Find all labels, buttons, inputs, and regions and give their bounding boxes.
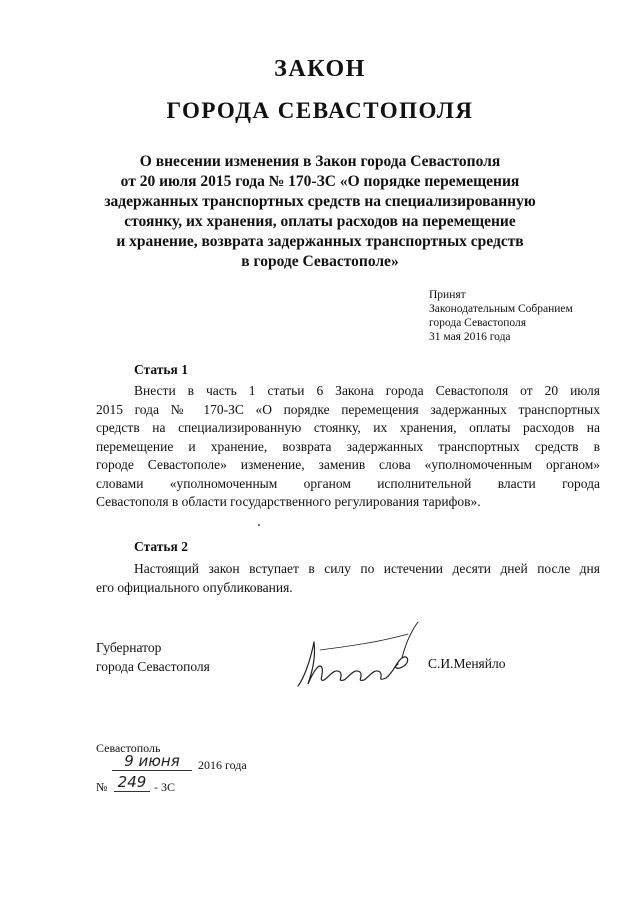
handwritten-number: 249 [114,773,150,792]
subtitle-line: в городе Севастополе» [241,253,399,270]
subtitle-line: и хранение, возврата задержанных транспортных средств [116,233,524,250]
date-year: 2016 года [198,758,247,772]
document-type-title: ЗАКОН [274,56,366,82]
handwritten-date: 9 июня [112,752,192,771]
law-subtitle [95,152,545,272]
article-1-heading: Статья 1 [134,362,188,377]
subtitle-line: О внесении изменения в Закон города Севастополя [139,153,501,170]
number-suffix: - 3С [154,780,175,794]
adoption-line: Принят [429,289,466,301]
article-1-line: городе Севастополе» изменение, заменив слова «уполномоченным органом» [96,457,600,472]
number-sign: № [96,780,108,794]
signatory-name: С.И.Меняйло [428,656,506,671]
subtitle-line: от 20 июля 2015 года № 170-ЗС «О порядке перемещения [120,173,520,190]
signing-city: Севастополь [96,741,161,755]
document-issuer-title: ГОРОДА СЕВАСТОПОЛЯ [166,98,474,123]
article-1-text [96,382,600,512]
subtitle-line: задержанных транспортных средств на специализированную [104,193,536,210]
article-1-line: средств на специализированную стоянку, их хранения, оплаты расходов на [96,420,600,435]
adoption-line: Законодательным Собранием [429,303,573,315]
article-1-line: Севастополя в области государственного регулирования тарифов». [96,494,481,509]
signatory-position [96,638,296,676]
article-2-text [96,560,600,597]
article-1-line: 2015 года № 170-ЗС «О порядке перемещения задержанных транспортных [96,401,600,417]
law-number [96,773,296,798]
adoption-note [429,288,629,344]
adoption-line: города Севастополя [429,317,526,329]
article-2-heading: Статья 2 [134,539,188,554]
position-line: Губернатор [96,640,162,655]
article-1-line: словами «уполномоченным органом исполнительной власти города [96,475,600,491]
article-1-line: Внести в часть 1 статьи 6 Закона города Севастополя от 20 июля [134,383,600,398]
subtitle-line: стоянку, их хранения, оплаты расходов на перемещение [124,213,516,230]
article-2-line: его официального опубликования. [96,579,293,595]
article-2-line: Настоящий закон вступает в силу по истечении десяти дней после дня [134,561,600,576]
position-line: города Севастополя [96,659,210,674]
article-1-line: перемещение и хранение, возврата задержанных транспортных средств в [96,438,600,454]
handwritten-signature [290,612,430,712]
adoption-line: 31 мая 2016 года [429,331,511,343]
scan-speck [258,524,260,526]
